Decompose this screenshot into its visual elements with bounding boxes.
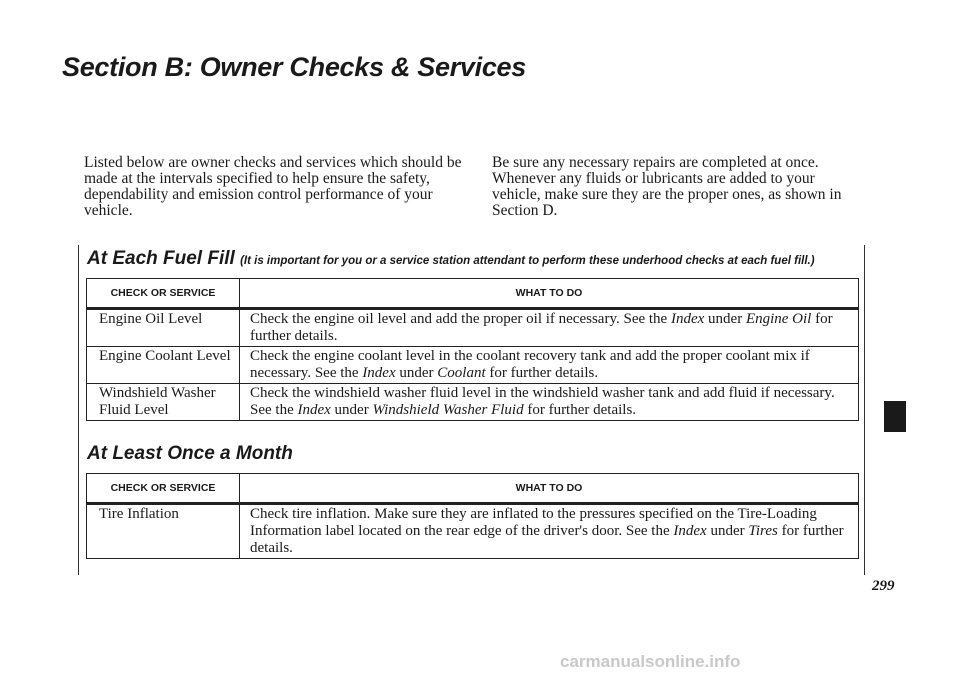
watermark: carmanualsonline.info bbox=[560, 652, 741, 671]
table-header-row bbox=[87, 474, 859, 504]
todo-cell: Check the engine coolant level in the coolant recovery tank and add the proper coolant mix if necessary. See the Index under Coolant for further details. bbox=[240, 347, 859, 384]
todo-cell: Check tire inflation. Make sure they are inflated to the pressures specified on the Tire-Loading Information label located on the rear edge of the driver's door. See the Index under Tires for further details. bbox=[240, 504, 859, 559]
table-row bbox=[87, 347, 859, 384]
fuel-fill-title: At Each Fuel Fill bbox=[87, 248, 235, 269]
monthly-heading: At Least Once a Month bbox=[87, 443, 293, 464]
check-cell: Engine Coolant Level bbox=[87, 347, 240, 384]
left-margin-rule bbox=[78, 245, 79, 575]
col-todo-header: WHAT TO DO bbox=[240, 474, 859, 504]
check-cell: Tire Inflation bbox=[87, 504, 240, 559]
todo-cell: Check the windshield washer fluid level in the windshield washer tank and add fluid if necessary. See the Index under Windshield Washer Fluid for further details. bbox=[240, 384, 859, 421]
fuel-fill-heading bbox=[87, 248, 815, 270]
check-cell: Windshield Washer Fluid Level bbox=[87, 384, 240, 421]
table-row bbox=[87, 384, 859, 421]
right-margin-rule bbox=[864, 245, 865, 575]
col-check-header: CHECK OR SERVICE bbox=[87, 279, 240, 309]
table-row bbox=[87, 504, 859, 559]
section-title: Section B: Owner Checks & Services bbox=[62, 52, 526, 82]
todo-cell: Check the engine oil level and add the proper oil if necessary. See the Index under Engine Oil for further details. bbox=[240, 309, 859, 347]
fuel-fill-note: (It is important for you or a service station attendant to perform these underhood checks at each fuel fill.) bbox=[240, 255, 815, 267]
section-tab-marker bbox=[884, 401, 906, 432]
fuel-fill-table bbox=[86, 278, 859, 421]
table-row bbox=[87, 309, 859, 347]
col-todo-header: WHAT TO DO bbox=[240, 279, 859, 309]
check-cell: Engine Oil Level bbox=[87, 309, 240, 347]
monthly-table bbox=[86, 473, 859, 559]
intro-right: Be sure any necessary repairs are completed at once. Whenever any fluids or lubricants are added to your vehicle, make sure they are the proper ones, as shown in Section D. bbox=[492, 154, 842, 219]
intro-left: Listed below are owner checks and services which should be made at the intervals specified to help ensure the safety, dependability and emission control performance of your vehicle. bbox=[84, 154, 462, 219]
col-check-header: CHECK OR SERVICE bbox=[87, 474, 240, 504]
table-header-row bbox=[87, 279, 859, 309]
page-number: 299 bbox=[872, 578, 895, 594]
